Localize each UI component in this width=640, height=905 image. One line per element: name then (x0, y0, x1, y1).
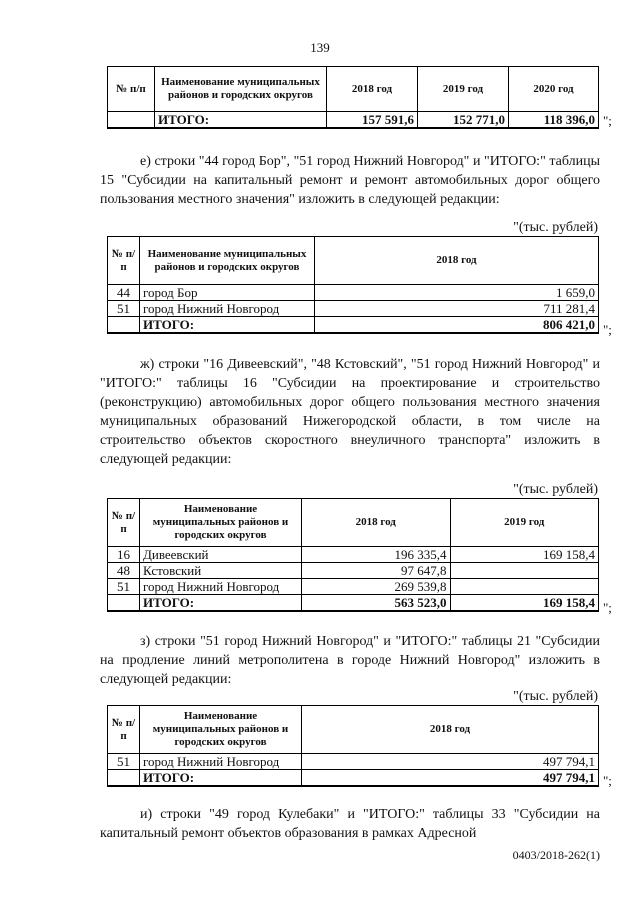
col-name-header: Наименование муниципальных районов и городских округов (140, 237, 315, 285)
total-2018: 806 421,0 (315, 317, 599, 334)
col-2020-header: 2020 год (509, 67, 599, 112)
table-15-closing-quote: "; (603, 322, 612, 337)
paragraph-zh: ж) строки "16 Дивеевский", "48 Кстовский", "51 город Нижний Новгород" и "ИТОГО:" таблицы 16 "Субсидии на проектирование и строительство (реконструкцию) автомобильных дорог общего пользования местного значения муниципальных образований Нижегородской области, в том числе на строительство объектов скоростного внеуличного транспорта" изложить в следующей редакции: (100, 357, 600, 467)
total-2018: 497 794,1 (302, 770, 599, 787)
total-2018: 563 523,0 (302, 595, 451, 612)
table-1-closing-quote: "; (603, 113, 612, 128)
unit-label: "(тыс. рублей) (513, 220, 598, 235)
table-21-closing-quote: "; (603, 773, 612, 788)
col-number-header: № п/п (108, 499, 140, 547)
table-21 (107, 705, 599, 787)
col-number-header: № п/п (108, 706, 140, 754)
table-15 (107, 236, 599, 334)
table-16-closing-quote: "; (603, 600, 612, 615)
paragraph-i: и) строки "49 город Кулебаки" и "ИТОГО:" таблицы 33 "Субсидии на капитальный ремонт объектов образования в рамках Адресной (100, 807, 600, 841)
paragraph-z: з) строки "51 город Нижний Новгород" и "ИТОГО:" таблицы 21 "Субсидии на продление линий метрополитена в городе Нижний Новгород" изложить в следующей редакции: (100, 634, 600, 687)
table-row: 51 город Нижний Новгород 711 281,4 (108, 301, 599, 317)
total-row (108, 595, 599, 612)
total-row (108, 770, 599, 787)
table-header-row (108, 499, 599, 547)
table-16 (107, 498, 599, 612)
total-2019: 169 158,4 (450, 595, 599, 612)
paragraph-e: е) строки "44 город Бор", "51 город Нижний Новгород" и "ИТОГО:" таблицы 15 "Субсидии на капитальный ремонт и ремонт автомобильных дорог общего пользования местного значения" изложить в следующей редакции: (100, 154, 600, 207)
col-number-header: № п/п (108, 237, 140, 285)
table-header-row (108, 67, 599, 112)
total-label: ИТОГО: (155, 112, 327, 129)
page-number: 139 (310, 40, 330, 55)
table-row: 44 город Бор 1 659,0 (108, 285, 599, 301)
col-name-header: Наименование муниципальных районов и городских округов (155, 67, 327, 112)
col-2018-header: 2018 год (327, 67, 418, 112)
col-2018-header: 2018 год (302, 706, 599, 754)
col-2019-header: 2019 год (418, 67, 509, 112)
total-2018: 157 591,6 (327, 112, 418, 129)
col-number-header: № п/п (108, 67, 155, 112)
col-name-header: Наименование муниципальных районов и городских округов (140, 706, 302, 754)
table-header-row (108, 237, 599, 285)
table-row: 16 Дивеевский 196 335,4 169 158,4 (108, 547, 599, 563)
total-row (108, 112, 599, 129)
col-2019-header: 2019 год (450, 499, 599, 547)
unit-label: "(тыс. рублей) (513, 689, 598, 704)
total-2019: 152 771,0 (418, 112, 509, 129)
total-label: ИТОГО: (140, 317, 315, 334)
col-name-header: Наименование муниципальных районов и городских округов (140, 499, 302, 547)
total-row (108, 317, 599, 334)
total-2020: 118 396,0 (509, 112, 599, 129)
table-header-row (108, 706, 599, 754)
total-label: ИТОГО: (140, 595, 302, 612)
col-2018-header: 2018 год (302, 499, 451, 547)
unit-label: "(тыс. рублей) (513, 482, 598, 497)
document-code: 0403/2018-262(1) (512, 848, 600, 862)
table-row: 51 город Нижний Новгород 497 794,1 (108, 754, 599, 770)
table-row: 51 город Нижний Новгород 269 539,8 (108, 579, 599, 595)
table-row: 48 Кстовский 97 647,8 (108, 563, 599, 579)
col-2018-header: 2018 год (315, 237, 599, 285)
table-1 (107, 66, 599, 129)
total-label: ИТОГО: (140, 770, 302, 787)
